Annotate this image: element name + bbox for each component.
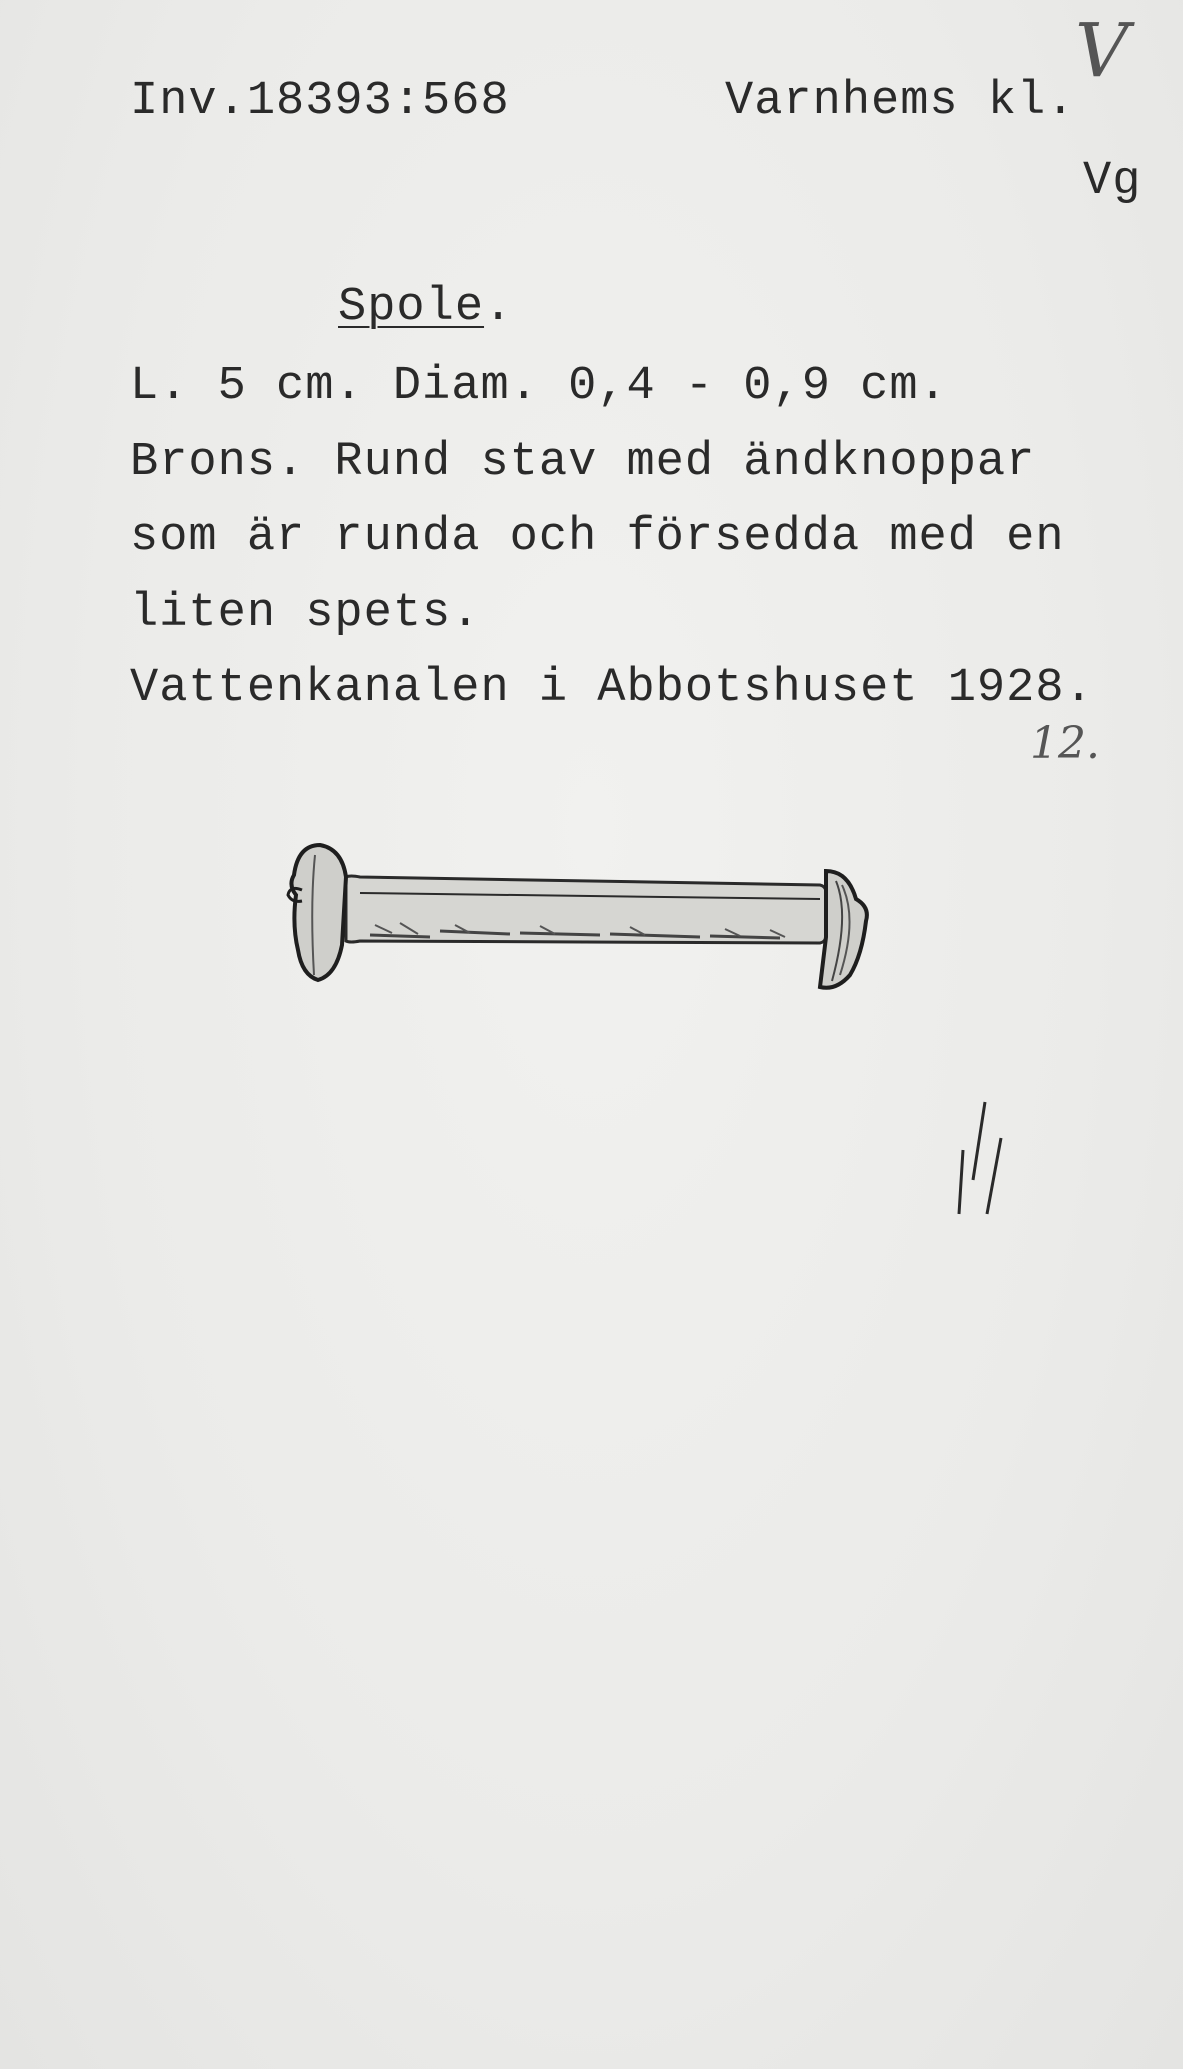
check-mark: V — [1075, 8, 1129, 94]
description-line-4: liten spets. — [130, 587, 481, 640]
location-name: Varnhems kl. — [725, 75, 1076, 128]
description-line-3: som är runda och försedda med en — [130, 511, 1065, 564]
find-location-line: Vattenkanalen i Abbotshuset 1928. — [130, 662, 1094, 715]
spool-drawing — [280, 835, 880, 1005]
description-line-1: L. 5 cm. Diam. 0,4 - 0,9 cm. — [130, 360, 948, 413]
inventory-number: Inv.18393:568 — [130, 75, 510, 128]
scale-mark — [955, 1098, 1015, 1218]
province-code: Vg — [1083, 155, 1142, 208]
object-title-text: Spole — [338, 281, 485, 334]
description-line-2: Brons. Rund stav med ändknoppar — [130, 436, 1036, 489]
handwritten-number: 12. — [1030, 718, 1100, 769]
object-title: Spole. — [338, 281, 514, 334]
